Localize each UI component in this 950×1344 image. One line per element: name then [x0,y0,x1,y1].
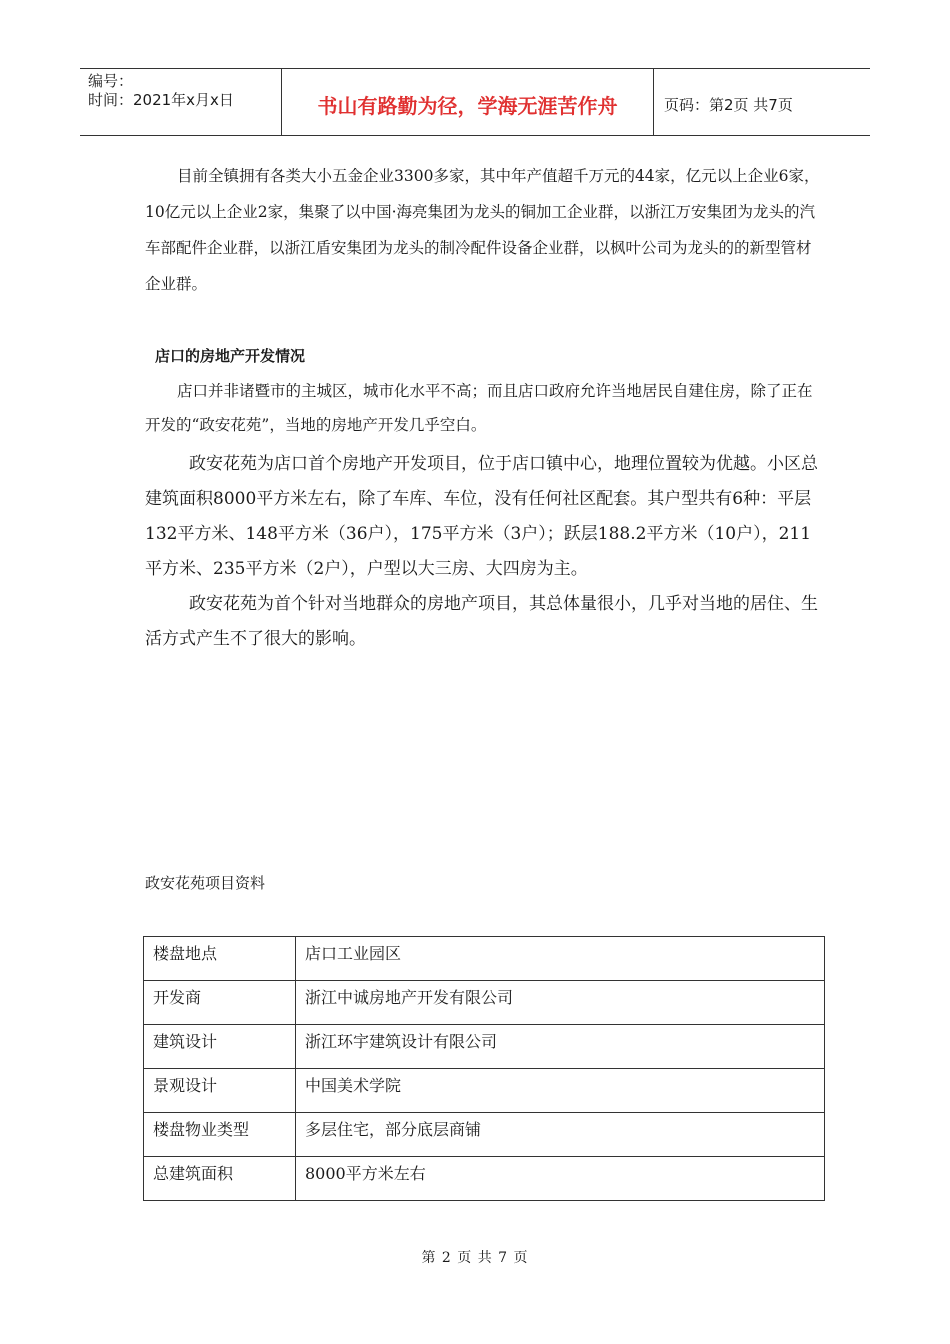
project-info-table [143,936,825,1201]
table-caption: 政安花苑项目资料 [145,874,266,892]
table-row [144,937,825,981]
table-key: 总建筑面积 [144,1157,296,1201]
table-value: 浙江中诚房地产开发有限公司 [296,981,825,1025]
header-time-label: 时间：2021年x月x日 [88,91,234,109]
header-page-info: 页码：第2页 共7页 [664,95,793,114]
paragraph-industry: 目前全镇拥有各类大小五金企业3300多家，其中年产值超千万元的44家，亿元以上企业6家，10亿元以上企业2家，集聚了以中国·海亮集团为龙头的铜加工企业群，以浙江万安集团为龙头的汽车部配件企业群，以浙江盾安集团为龙头的制冷配件设备企业群，以枫叶公司为龙头的的新型管材企业群。 [145,167,820,293]
table-row [144,981,825,1025]
table-row [144,1069,825,1113]
header-meta [80,69,282,135]
table-key: 楼盘地点 [144,937,296,981]
paragraph-project: 政安花苑为店口首个房地产开发项目，位于店口镇中心，地理位置较为优越。小区总建筑面积8000平方米左右，除了车库、车位，没有任何社区配套。其户型共有6种：平层132平方米、148平方米（36户），175平方米（3户）；跃层188.2平方米（10户），211平方米、235平方米（2户），户型以大三房、大四房为主。 [145,454,818,579]
table-value: 浙江环宇建筑设计有限公司 [296,1025,825,1069]
table-value: 店口工业园区 [296,937,825,981]
table-value: 8000平方米左右 [296,1157,825,1201]
page-header [80,68,870,136]
table-row [144,1113,825,1157]
paragraph-overview: 店口并非诸暨市的主城区，城市化水平不高；而且店口政府允许当地居民自建住房，除了正在开发的“政安花苑”，当地的房地产开发几乎空白。 [145,382,813,434]
table-key: 建筑设计 [144,1025,296,1069]
table-key: 开发商 [144,981,296,1025]
page-footer: 第 2 页 共 7 页 [421,1250,529,1266]
table-value: 多层住宅，部分底层商铺 [296,1113,825,1157]
header-number-label: 编号： [88,72,134,90]
paragraph-impact: 政安花苑为首个针对当地群众的房地产项目，其总体量很小，几乎对当地的居住、生活方式产生不了很大的影响。 [145,594,818,649]
table-key: 楼盘物业类型 [144,1113,296,1157]
table-row [144,1025,825,1069]
table-row [144,1157,825,1201]
section-heading: 店口的房地产开发情况 [155,347,306,365]
table-key: 景观设计 [144,1069,296,1113]
header-motto: 书山有路勤为径，学海无涯苦作舟 [282,69,654,135]
table-value: 中国美术学院 [296,1069,825,1113]
